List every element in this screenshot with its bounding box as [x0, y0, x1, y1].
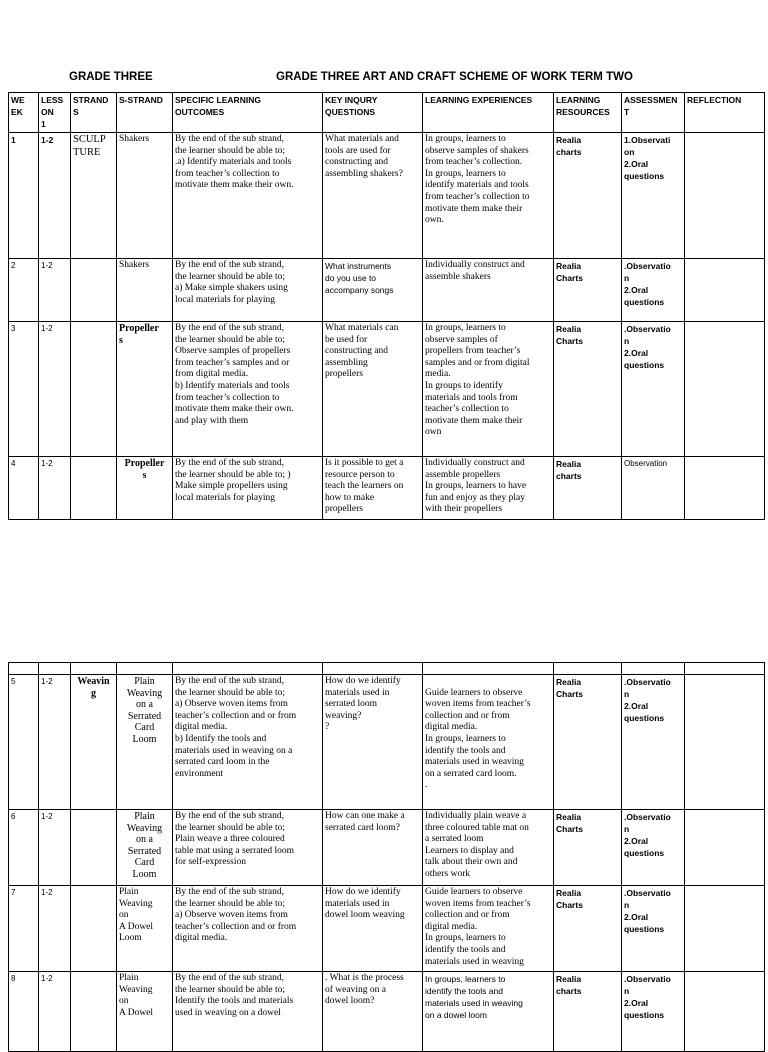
week-cell: 1	[9, 133, 39, 259]
outcomes-cell: By the end of the sub strand, the learner should be able to; a) Observe woven items from teacher’s collection and or from digital media. b) Identify the tools and materials used in weaving on a serrated card loom in the environment	[173, 675, 323, 810]
substrand-cell: Propeller s	[117, 322, 173, 457]
outcomes-cell: By the end of the sub strand, the learner should be able to; ) Make simple propellers using local materials for playing	[173, 457, 323, 520]
substrand-cell: Shakers	[117, 259, 173, 322]
inquiry-cell: What instruments do you use to accompany songs	[323, 259, 423, 322]
resources-cell: Realia Charts	[554, 322, 622, 457]
col-outcomes-header: SPECIFIC LEARNING OUTCOMES	[173, 93, 323, 133]
resources-cell: Realia Charts	[554, 810, 622, 886]
table-row	[9, 259, 765, 322]
resources-cell: Realia charts	[554, 972, 622, 1052]
experiences-cell: Individually construct and assemble propellers In groups, learners to have fun and enjoy as they play with their propellers	[423, 457, 554, 520]
assessment-cell: .Observatio n 2.Oral questions	[622, 259, 685, 322]
experiences-cell: Individually construct and assemble shakers	[423, 259, 554, 322]
page-title: GRADE THREE ART AND CRAFT SCHEME OF WORK TERM TWO	[276, 71, 633, 83]
experiences-cell: Guide learners to observe woven items from teacher’s collection and or from digital media. In groups, learners to identify the tools and materials used in weaving on a serrated card loom. .	[423, 675, 554, 810]
assessment-cell: .Observatio n 2.Oral questions	[622, 972, 685, 1052]
substrand-cell: Propeller s	[117, 457, 173, 520]
experiences-cell: Guide learners to observe woven items from teacher’s collection and or from digital media. In groups, learners to identify the tools and materials used in weaving	[423, 886, 554, 972]
blank-header-row	[9, 663, 765, 675]
scheme-table-2	[8, 662, 765, 1052]
week-cell: 2	[9, 259, 39, 322]
table-row	[9, 322, 765, 457]
inquiry-cell: How can one make a serrated card loom?	[323, 810, 423, 886]
assessment-cell: .Observatio n 2.Oral questions	[622, 886, 685, 972]
lesson-cell: 1-2	[39, 972, 71, 1052]
table-row	[9, 133, 765, 259]
col-strand-header: STRAND S	[71, 93, 117, 133]
assessment-cell: Observation	[622, 457, 685, 520]
lesson-cell: 1-2	[39, 886, 71, 972]
col-reflection-header: REFLECTION	[685, 93, 765, 133]
week-cell: 5	[9, 675, 39, 810]
outcomes-cell: By the end of the sub strand, the learner should be able to; .a) Identify materials and tools from teacher’s collection to motivate them make their own.	[173, 133, 323, 259]
week-cell: 7	[9, 886, 39, 972]
inquiry-cell: What materials and tools are used for constructing and assembling shakers?	[323, 133, 423, 259]
resources-cell: Realia Charts	[554, 259, 622, 322]
inquiry-cell: How do we identify materials used in serrated loom weaving? ?	[323, 675, 423, 810]
reflection-cell	[685, 886, 765, 972]
substrand-cell: Plain Weaving on a Serrated Card Loom	[117, 810, 173, 886]
lesson-cell: 1-2	[39, 675, 71, 810]
scheme-table-1	[8, 92, 765, 520]
table-row	[9, 675, 765, 810]
col-resources-header: LEARNING RESOURCES	[554, 93, 622, 133]
strand-cell	[71, 886, 117, 972]
strand-cell: Weavin g	[71, 675, 117, 810]
reflection-cell	[685, 259, 765, 322]
assessment-cell: .Observatio n 2.Oral questions	[622, 675, 685, 810]
outcomes-cell: By the end of the sub strand, the learner should be able to; Identify the tools and materials used in weaving on a dowel	[173, 972, 323, 1052]
outcomes-cell: By the end of the sub strand, the learner should be able to; Plain weave a three coloured table mat using a serrated loom for self-expression	[173, 810, 323, 886]
outcomes-cell: By the end of the sub strand, the learner should be able to; Observe samples of propellers from teacher’s samples and or from digital media. b) Identify materials and tools from teacher’s collection to motivate them make their own. and play with them	[173, 322, 323, 457]
col-week-header: WE EK	[9, 93, 39, 133]
week-cell: 8	[9, 972, 39, 1052]
reflection-cell	[685, 322, 765, 457]
inquiry-cell: . What is the process of weaving on a dowel loom?	[323, 972, 423, 1052]
strand-cell	[71, 457, 117, 520]
table-row	[9, 810, 765, 886]
inquiry-cell: Is it possible to get a resource person to teach the learners on how to make propellers	[323, 457, 423, 520]
lesson-cell: 1-2	[39, 133, 71, 259]
assessment-cell: 1.Observati on 2.Oral questions	[622, 133, 685, 259]
lesson-cell: 1-2	[39, 457, 71, 520]
experiences-cell: In groups, learners to observe samples of propellers from teacher’s samples and or from digital media. In groups to identify materials and tools from teacher’s collection to motivate them make their own	[423, 322, 554, 457]
header-row	[9, 93, 765, 133]
assessment-cell: .Observatio n 2.Oral questions	[622, 322, 685, 457]
reflection-cell	[685, 133, 765, 259]
experiences-cell: In groups, learners to identify the tools and materials used in weaving on a dowel loom	[423, 972, 554, 1052]
col-experiences-header: LEARNING EXPERIENCES	[423, 93, 554, 133]
table-row	[9, 457, 765, 520]
lesson-cell: 1-2	[39, 810, 71, 886]
reflection-cell	[685, 675, 765, 810]
week-cell: 4	[9, 457, 39, 520]
grade-heading: GRADE THREE	[69, 71, 153, 83]
strand-cell: SCULP TURE	[71, 133, 117, 259]
experiences-cell: Individually plain weave a three coloured table mat on a serrated loom Learners to display and talk about their own and others work	[423, 810, 554, 886]
strand-cell	[71, 810, 117, 886]
substrand-cell: Plain Weaving on A Dowel	[117, 972, 173, 1052]
lesson-cell: 1-2	[39, 259, 71, 322]
col-inquiry-header: KEY INQURY QUESTIONS	[323, 93, 423, 133]
col-substrand-header: S-STRAND	[117, 93, 173, 133]
strand-cell	[71, 259, 117, 322]
col-lesson-header: LESS ON 1	[39, 93, 71, 133]
assessment-cell: .Observatio n 2.Oral questions	[622, 810, 685, 886]
inquiry-cell: How do we identify materials used in dowel loom weaving	[323, 886, 423, 972]
substrand-cell: Plain Weaving on a Serrated Card Loom	[117, 675, 173, 810]
strand-cell	[71, 972, 117, 1052]
resources-cell: Realia Charts	[554, 886, 622, 972]
outcomes-cell: By the end of the sub strand, the learner should be able to; a) Observe woven items from teacher’s collection and or from digital media.	[173, 886, 323, 972]
inquiry-cell: What materials can be used for constructing and assembling propellers	[323, 322, 423, 457]
reflection-cell	[685, 457, 765, 520]
week-cell: 3	[9, 322, 39, 457]
lesson-cell: 1-2	[39, 322, 71, 457]
table-row	[9, 972, 765, 1052]
table-row	[9, 886, 765, 972]
resources-cell: Realia charts	[554, 457, 622, 520]
week-cell: 6	[9, 810, 39, 886]
strand-cell	[71, 322, 117, 457]
col-assessment-header: ASSESSMEN T	[622, 93, 685, 133]
resources-cell: Realia Charts	[554, 675, 622, 810]
substrand-cell: Plain Weaving on A Dowel Loom	[117, 886, 173, 972]
reflection-cell	[685, 972, 765, 1052]
outcomes-cell: By the end of the sub strand, the learner should be able to; a) Make simple shakers using local materials for playing	[173, 259, 323, 322]
resources-cell: Realia charts	[554, 133, 622, 259]
substrand-cell: Shakers	[117, 133, 173, 259]
reflection-cell	[685, 810, 765, 886]
experiences-cell: In groups, learners to observe samples of shakers from teacher’s collection. In groups, learners to identify materials and tools from teacher’s collection to motivate them make their own.	[423, 133, 554, 259]
